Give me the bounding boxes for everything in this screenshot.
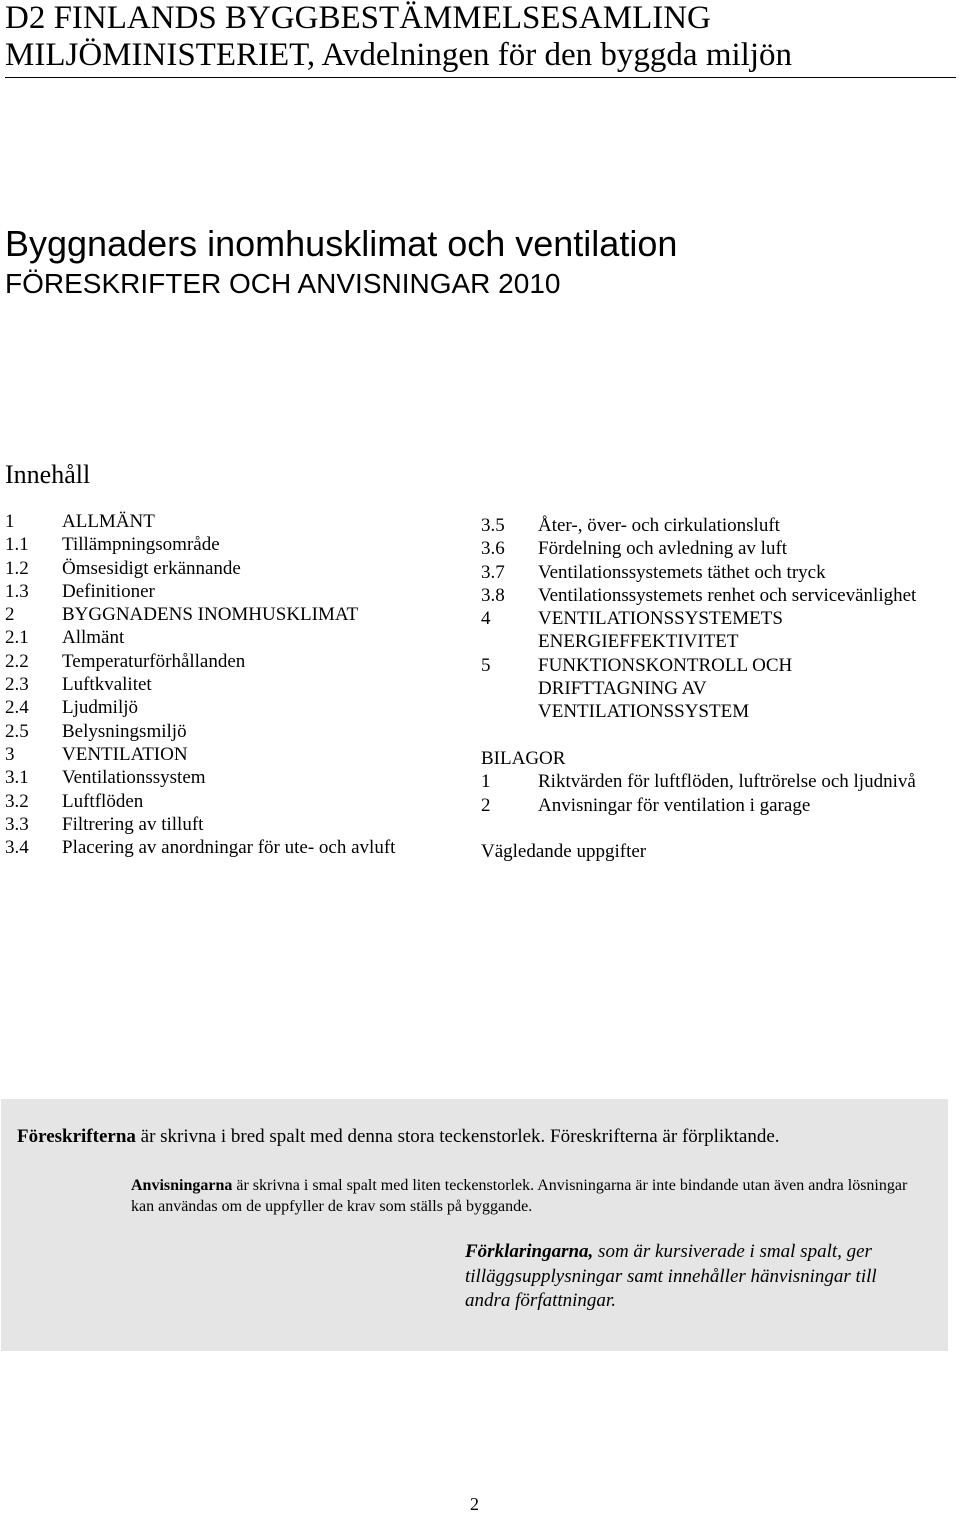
toc-entry-text: Definitioner (62, 580, 155, 602)
legend-regulations-text: är skrivna i bred spalt med denna stora teckenstorlek. Föreskrifterna är förpliktande. (135, 1126, 780, 1147)
toc-entry[interactable] (481, 794, 951, 817)
toc-entry-continuation[interactable] (481, 630, 951, 653)
toc-entry-number: 3.3 (5, 813, 29, 835)
toc-left-column (5, 510, 445, 859)
toc-entry[interactable] (5, 813, 445, 836)
toc-entry-continuation[interactable] (481, 677, 951, 700)
toc-entry[interactable] (481, 561, 951, 584)
toc-entry[interactable] (5, 510, 445, 533)
toc-entry-number: 1 (481, 771, 491, 793)
legend-regulations-term: Föreskrifterna (17, 1126, 136, 1147)
bilagor-heading (481, 747, 951, 770)
guidance-link-text: Vägledande uppgifter (481, 841, 647, 863)
toc-entry-number: 2.2 (5, 650, 29, 672)
toc-entry-text: Fördelning och avledning av luft (538, 538, 788, 560)
toc-entry[interactable] (5, 626, 445, 649)
toc-entry-text: Anvisningar för ventilation i garage (538, 794, 811, 816)
toc-entry-text: Ventilationssystem (62, 767, 206, 789)
toc-entry-number: 4 (481, 608, 491, 630)
toc-entry[interactable] (481, 537, 951, 560)
legend-instructions (131, 1175, 921, 1217)
toc-spacer (481, 817, 951, 840)
legend-regulations (17, 1124, 780, 1150)
toc-entry-text: BYGGNADENS INOMHUSKLIMAT (62, 604, 359, 626)
document-header (5, 0, 955, 74)
toc-entry[interactable] (481, 514, 951, 537)
toc-entry-number: 3.6 (481, 538, 505, 560)
legend-explanations-term: Förklaringarna, (465, 1241, 594, 1262)
toc-entry-text: FUNKTIONSKONTROLL OCH (538, 654, 793, 676)
header-ministry: MILJÖMINISTERIET, Avdelningen för den byggda miljön (5, 37, 792, 73)
toc-entry-number: 3 (5, 743, 15, 765)
page-number: 2 (470, 1494, 479, 1514)
toc-entry[interactable] (5, 557, 445, 580)
toc-entry-number: 2 (5, 604, 15, 626)
toc-entry-number: 3.1 (5, 767, 29, 789)
toc-entry-number: 1.1 (5, 534, 29, 556)
toc-entry[interactable] (5, 766, 445, 789)
toc-entry-number: 3.4 (5, 837, 29, 859)
toc-entry-text: Allmänt (62, 627, 125, 649)
toc-entry[interactable] (5, 603, 445, 626)
legend-explanations-text: som är kursiverade i smal spalt, ger tilläggsupplysningar samt innehåller hänvisningar till andra författningar. (465, 1241, 877, 1311)
toc-entry-number: 3.2 (5, 790, 29, 812)
toc-entry[interactable] (481, 770, 951, 793)
toc-entry-text: Ömsesidigt erkännande (62, 557, 241, 579)
toc-entry-text: Luftkvalitet (62, 674, 152, 696)
toc-entry-number: 1 (5, 511, 15, 532)
toc-entry-text: Luftflöden (62, 790, 144, 812)
toc-entry-number: 5 (481, 654, 491, 676)
toc-entry-text: Placering av anordningar för ute- och avluft (62, 837, 396, 859)
toc-entry-text: ENERGIEFFEKTIVITET (538, 631, 739, 653)
legend-explanations (465, 1240, 915, 1314)
toc-entry-number: 1.3 (5, 580, 29, 602)
toc-entry[interactable] (5, 720, 445, 743)
toc-entry-number: 2.3 (5, 674, 29, 696)
toc-entry[interactable] (5, 650, 445, 673)
toc-entry-text: Temperaturförhållanden (62, 650, 246, 672)
toc-entry-number: 3.7 (481, 561, 505, 583)
toc-entry-continuation[interactable] (481, 700, 951, 723)
toc-entry[interactable] (481, 840, 951, 863)
toc-entry[interactable] (5, 673, 445, 696)
toc-entry-number: 3.5 (481, 515, 505, 536)
toc-entry-text: Ventilationssystemets renhet och servicevänlighet (538, 584, 917, 606)
toc-entry-number: 1.2 (5, 557, 29, 579)
toc-entry[interactable] (5, 836, 445, 859)
document-title: Byggnaders inomhusklimat och ventilation (5, 223, 678, 264)
header-divider (5, 77, 956, 78)
toc-right-column (481, 514, 951, 863)
toc-spacer (481, 724, 951, 747)
toc-entry-text: ALLMÄNT (62, 511, 155, 532)
contents-heading: Innehåll (5, 460, 91, 489)
legend-instructions-term: Anvisningarna (131, 1177, 233, 1194)
toc-entry[interactable] (5, 696, 445, 719)
toc-entry-text: VENTILATION (62, 743, 188, 765)
toc-entry-text: Filtrering av tilluft (62, 813, 204, 835)
toc-entry-number: 3.8 (481, 584, 505, 606)
document-subtitle: FÖRESKRIFTER OCH ANVISNINGAR 2010 (5, 268, 561, 299)
toc-entry[interactable] (5, 790, 445, 813)
toc-entry-text: VENTILATIONSSYSTEM (538, 701, 750, 723)
toc-entry-text: Belysningsmiljö (62, 720, 187, 742)
toc-entry[interactable] (5, 533, 445, 556)
toc-entry[interactable] (5, 743, 445, 766)
toc-entry-number: 2.5 (5, 720, 29, 742)
toc-entry-text: VENTILATIONSSYSTEMETS (538, 608, 783, 630)
toc-entry-text: Ljudmiljö (62, 697, 138, 719)
toc-entry[interactable] (5, 580, 445, 603)
legend-instructions-text: är skrivna i smal spalt med liten teckenstorlek. Anvisningarna är inte bindande utan även andra lösningar kan användas om de uppfyller de krav som ställs på byggande. (131, 1177, 908, 1215)
toc-entry-text: DRIFTTAGNING AV (538, 678, 707, 700)
toc-entry[interactable] (481, 607, 951, 630)
toc-entry-number: 2.4 (5, 697, 29, 719)
toc-entry-number: 2.1 (5, 627, 29, 649)
toc-entry-text: Riktvärden för luftflöden, luftrörelse och ljudnivå (538, 771, 916, 793)
toc-entry-number: 2 (481, 794, 491, 816)
bilagor-heading-text: BILAGOR (481, 747, 566, 769)
toc-entry[interactable] (481, 654, 951, 677)
toc-entry[interactable] (481, 584, 951, 607)
toc-entry-text: Tillämpningsområde (62, 534, 220, 556)
toc-entry-text: Ventilationssystemets täthet och tryck (538, 561, 826, 583)
toc-entry-text: Åter-, över- och cirkulationsluft (538, 515, 780, 536)
header-collection-title: D2 FINLANDS BYGGBESTÄMMELSESAMLING (5, 0, 711, 36)
